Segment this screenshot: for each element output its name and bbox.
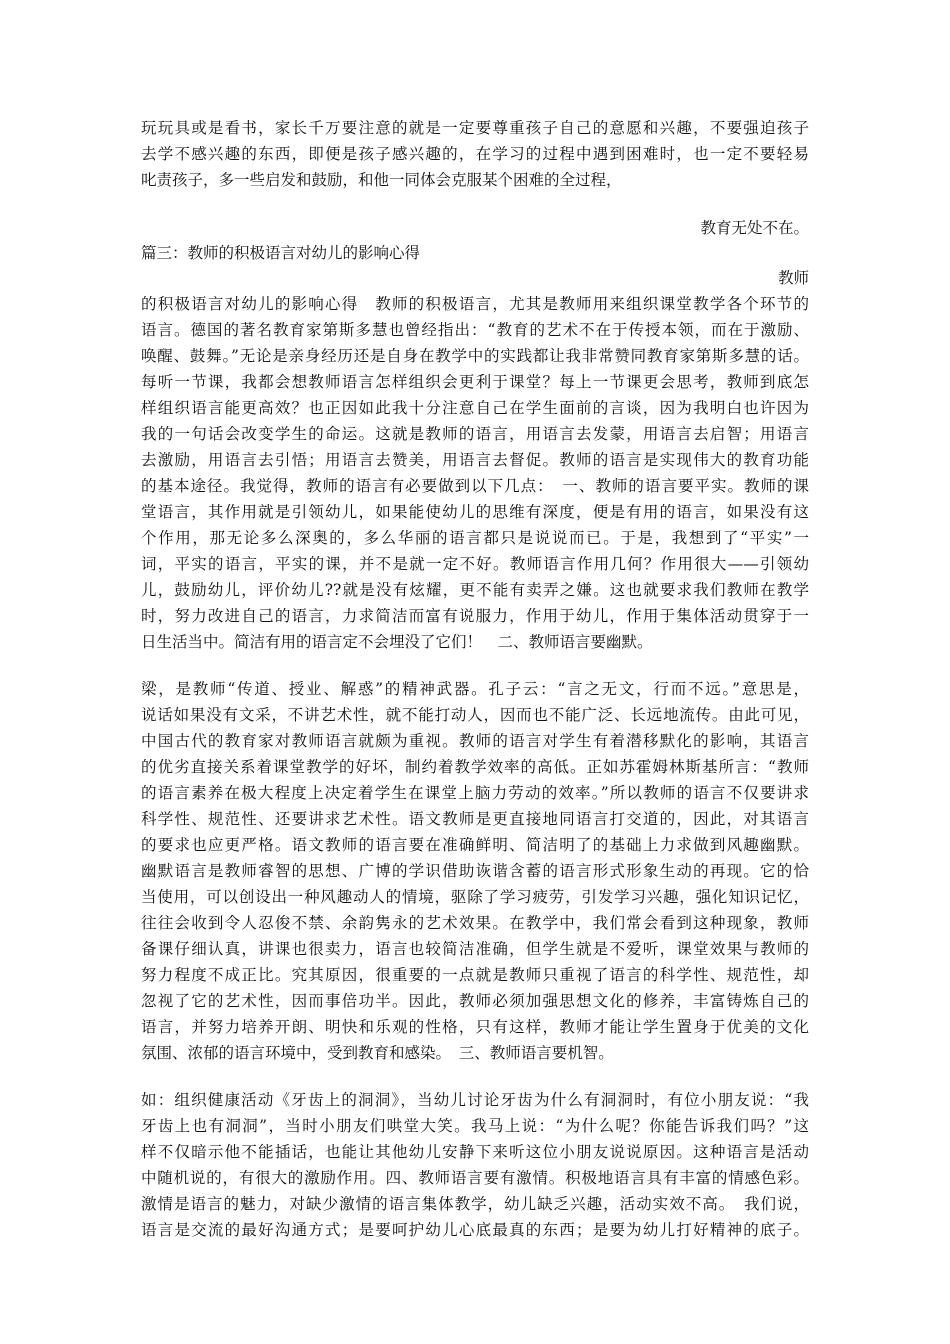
text-line: 说话如果没有文采，不讲艺术性，就不能打动人，因而也不能广泛、长远地流传。由此可见， [141,706,809,724]
text-line: 的积极语言对幼儿的影响心得 教师的积极语言，尤其是教师用来组织课堂教学各个环节的 [141,295,809,313]
text-line: 去学不感兴趣的东西，即便是孩子感兴趣的，在学习的过程中遇到困难时，也一定不要轻易 [141,145,809,163]
text-line: 语言，并努力培养开朗、明快和乐观的性格，只有这样，教师才能让学生置身于优美的文化 [141,1018,809,1036]
text-line: 的优劣直接关系着课堂教学的好坏，制约着教学效率的高低。正如苏霍姆林斯基所言：“教师 [141,758,809,776]
text-line: 堂语言，其作用就是引领幼儿，如果能使幼儿的思维有深度，便是有用的语言，如果没有这 [141,503,809,521]
text-line: 样不仅暗示他不能插话，也能让其他幼儿安静下来听这位小朋友说说原因。这种语言是活动 [141,1143,809,1161]
text-line: 科学性、规范性、还要讲求艺术性。语文教师是更直接地同语言打交道的，因此，对其语言 [141,810,809,828]
text-line: 幽默语言是教师睿智的思想、广博的学识借助诙谐含蓄的语言形式形象生动的再现。它的恰 [141,862,809,880]
text-line: 努力程度不成正比。究其原因，很重要的一点就是教师只重视了语言的科学性、规范性，却 [141,966,809,984]
text-line: 激情是语言的魅力，对缺少激情的语言集体教学，幼儿缺乏兴趣，活动实效不高。 我们说， [141,1195,809,1213]
text-line: 语言是交流的最好沟通方式；是要呵护幼儿心底最真的东西；是要为幼儿打好精神的底子。 [141,1221,809,1239]
section-heading: 篇三：教师的积极语言对幼儿的影响心得 [141,244,421,262]
text-line: 如：组织健康活动《牙齿上的洞洞》，当幼儿讨论牙齿为什么有洞洞时，有位小朋友说：“我 [141,1091,809,1109]
text-line: 教育无处不在。 [700,219,809,237]
text-line: 样组织语言能更高效？也正因如此我十分注意自己在学生面前的言谈，因为我明白也许因为 [141,399,809,417]
text-line: 忽视了它的艺术性，因而事倍功半。因此，教师必须加强思想文化的修养，丰富铸炼自己的 [141,992,809,1010]
text-line: 教师 [777,269,809,287]
text-line: 的基本途径。我觉得，教师的语言有必要做到以下几点： 一、教师的语言要平实。教师的课 [141,477,809,495]
text-line: 的要求也应更严格。语文教师的语言要在准确鲜明、简洁明了的基础上力求做到风趣幽默。 [141,836,809,854]
text-line: 玩玩具或是看书，家长千万要注意的就是一定要尊重孩子自己的意愿和兴趣，不要强迫孩子 [141,119,809,137]
text-line: 氛围、浓郁的语言环境中，受到教育和感染。 三、教师语言要机智。 [141,1044,614,1062]
text-line: 备课仔细认真，讲课也很卖力，语言也较简洁准确，但学生就是不爱听，课堂效果与教师的 [141,940,809,958]
text-line: 牙齿上也有洞洞”，当时小朋友们哄堂大笑。我马上说：“为什么呢？你能告诉我们吗？”这 [141,1117,809,1135]
text-line: 语言。德国的著名教育家第斯多慧也曾经指出：“教育的艺术不在于传授本领，而在于激励、 [141,321,809,339]
text-line: 个作用，那无论多么深奥的，多么华丽的语言都只是说说而已。于是，我想到了“平实”一 [141,529,809,547]
text-line: 叱责孩子，多一些启发和鼓励，和他一同体会克服某个困难的全过程， [141,171,622,189]
text-line: 词，平实的语言，平实的课，并不是就一定不好。教师语言作用几何？作用很大——引领幼 [141,555,809,573]
text-line: 中国古代的教育家对教师语言就颇为重视。教师的语言对学生有着潜移默化的影响，其语言 [141,732,809,750]
text-line: 日生活当中。简洁有用的语言定不会埋没了它们！ 二、教师语言要幽默。 [141,633,653,651]
text-line: 梁，是教师“传道、授业、解惑”的精神武器。孔子云：“言之无文，行而不远。”意思是， [141,680,809,698]
text-line: 中随机说的，有很大的激励作用。四、教师语言要有激情。积极地语言具有丰富的情感色彩。 [141,1169,809,1187]
text-line: 的语言素养在极大程度上决定着学生在课堂上脑力劳动的效率。”所以教师的语言不仅要讲求 [141,784,809,802]
text-line: 时，努力改进自己的语言，力求简洁而富有说服力，作用于幼儿，作用于集体活动贯穿于一 [141,607,809,625]
text-line: 当使用，可以创设出一种风趣动人的情境，驱除了学习疲劳，引发学习兴趣，强化知识记忆， [141,888,809,906]
text-line: 每听一节课，我都会想教师语言怎样组织会更利于课堂？每上一节课更会思考，教师到底怎 [141,373,809,391]
text-line: 儿，鼓励幼儿，评价幼儿??就是没有炫耀，更不能有卖弄之嫌。这也就要求我们教师在教学 [141,581,809,599]
text-line: 我的一句话会改变学生的命运。这就是教师的语言，用语言去发蒙，用语言去启智；用语言 [141,425,809,443]
text-line: 去激励，用语言去引悟；用语言去赞美，用语言去督促。教师的语言是实现伟大的教育功能 [141,451,809,469]
text-line: 往往会收到令人忍俊不禁、余韵隽永的艺术效果。在教学中，我们常会看到这种现象，教师 [141,914,809,932]
text-line: 唤醒、鼓舞。”无论是亲身经历还是自身在教学中的实践都让我非常赞同教育家第斯多慧的话。 [141,347,809,365]
